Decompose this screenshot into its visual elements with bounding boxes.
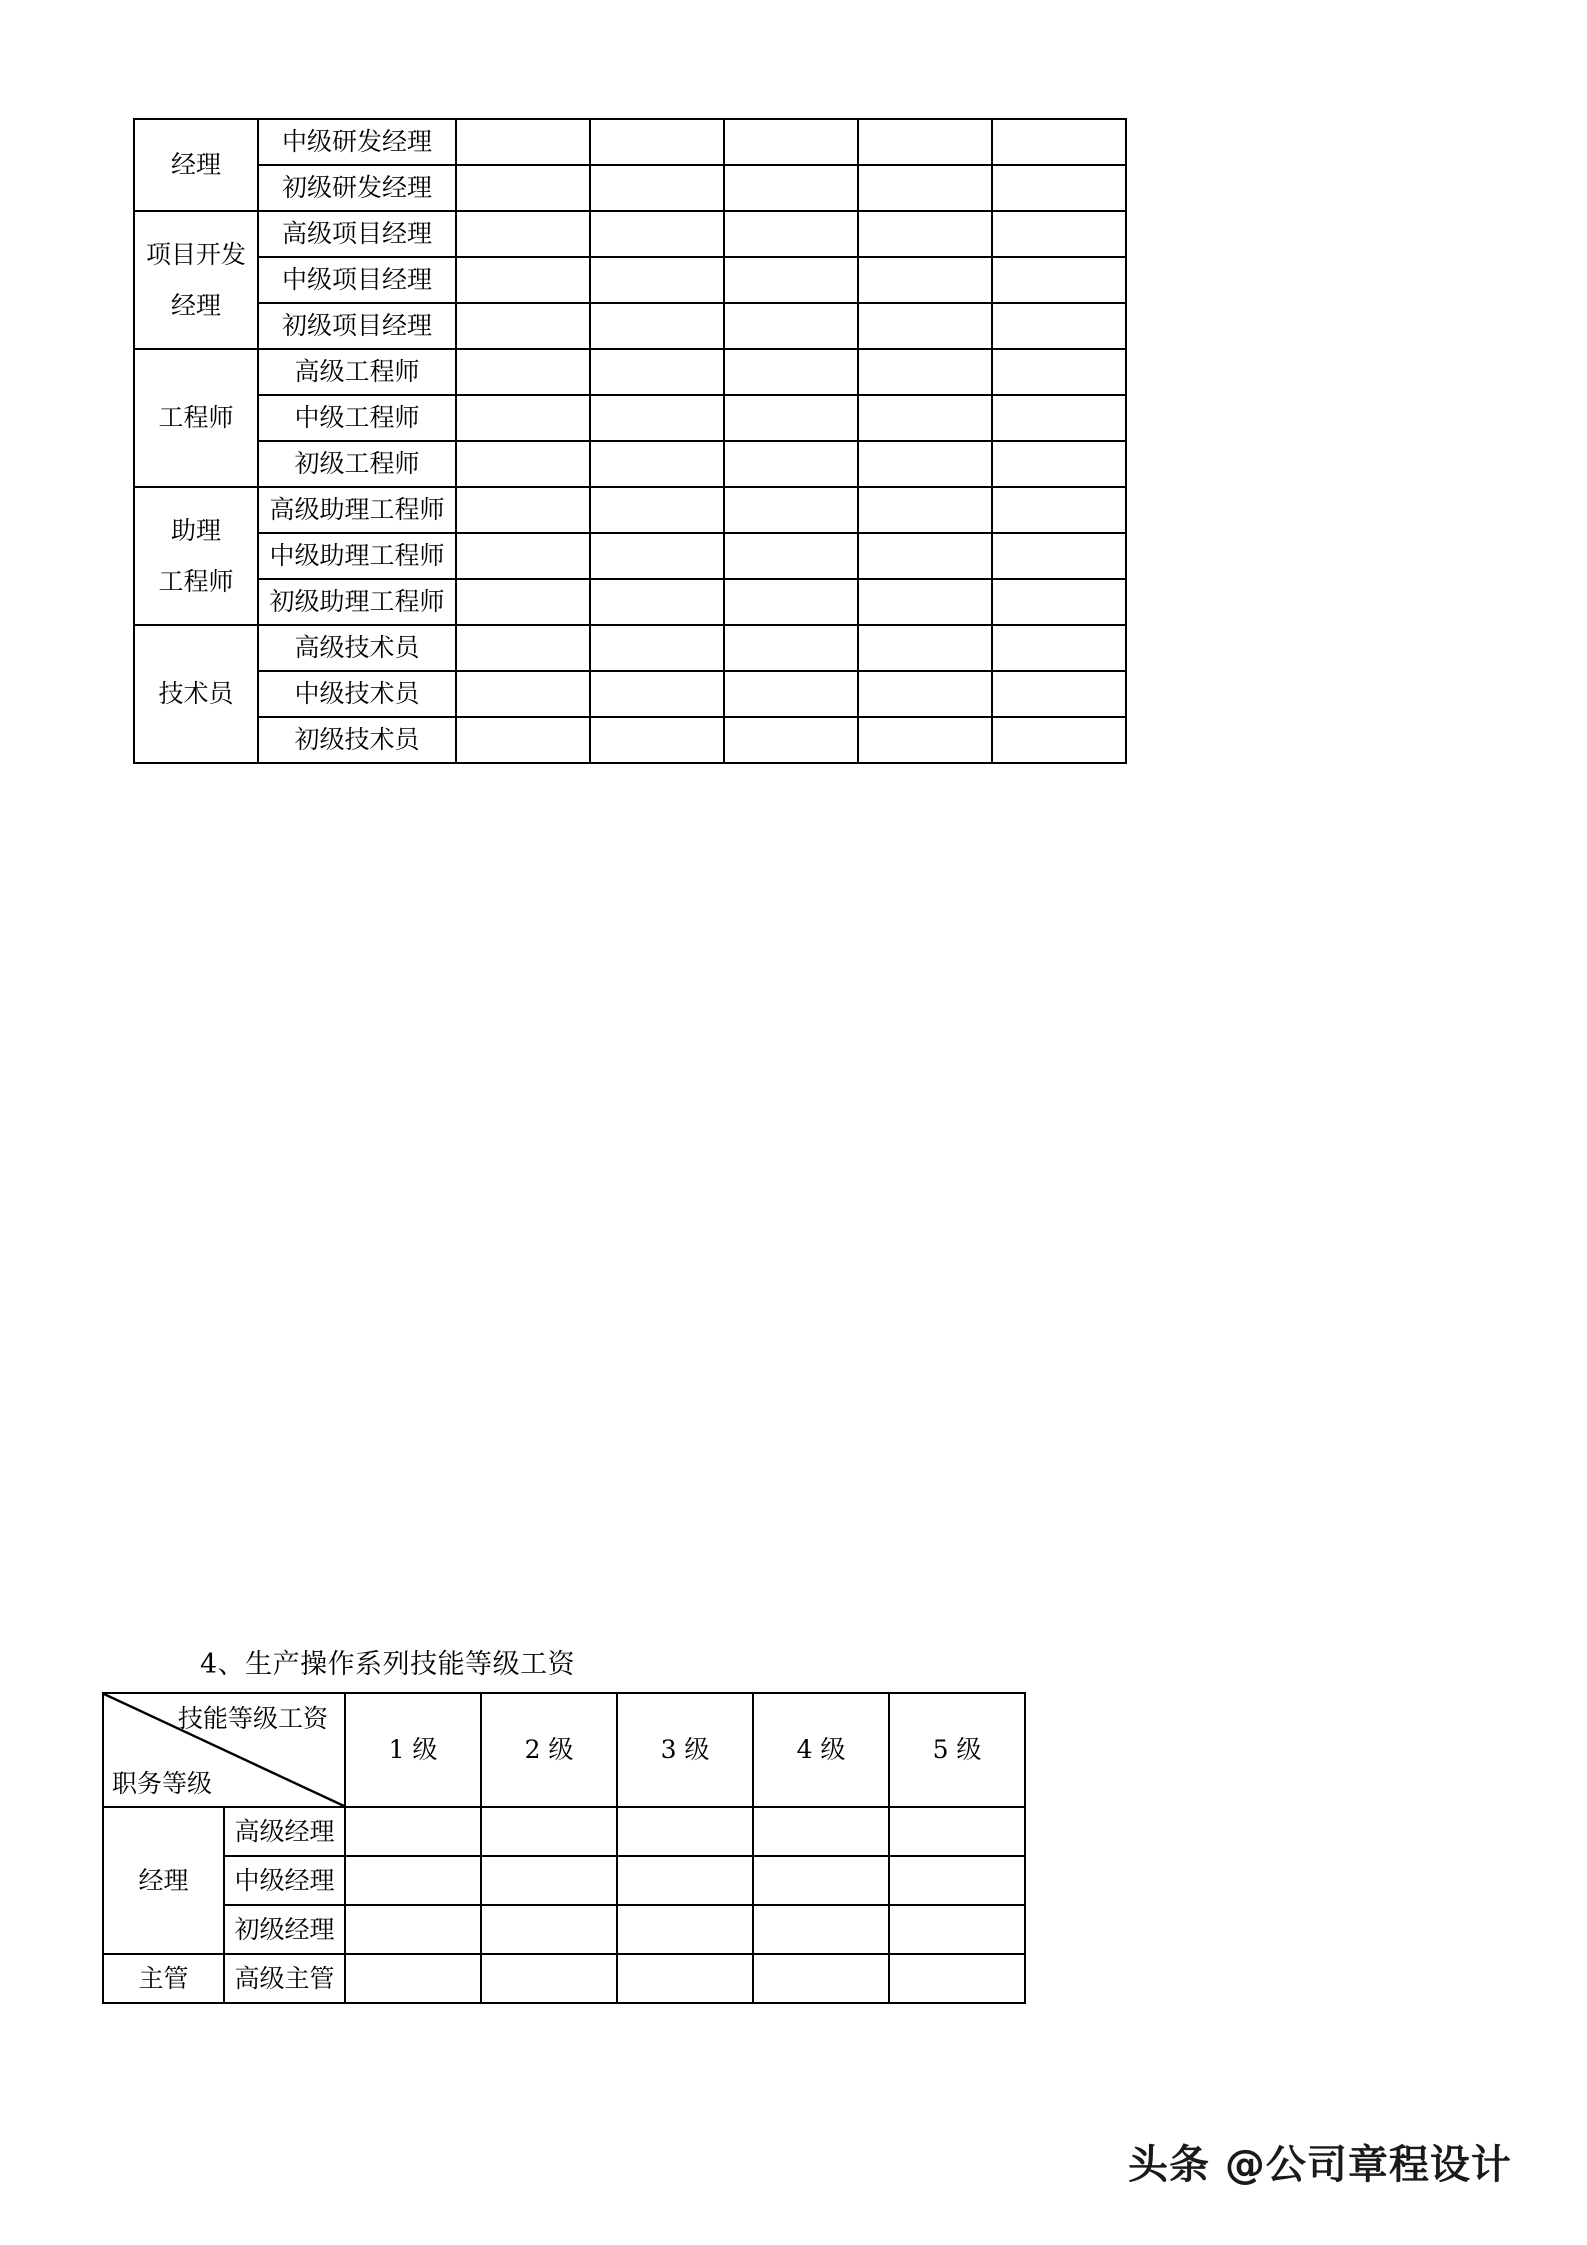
table-row — [103, 1954, 1025, 2003]
job-title-cell: 高级经理 — [224, 1807, 345, 1856]
pay-value-cell[interactable] — [456, 579, 590, 625]
pay-value-cell[interactable] — [724, 395, 858, 441]
job-title-cell: 初级研发经理 — [258, 165, 456, 211]
table-header-row — [103, 1693, 1025, 1807]
pay-value-cell[interactable] — [858, 533, 992, 579]
pay-value-cell[interactable] — [345, 1905, 481, 1954]
pay-value-cell[interactable] — [456, 441, 590, 487]
job-family-label: 助理 — [170, 515, 221, 545]
table-row — [103, 1856, 1025, 1905]
pay-value-cell[interactable] — [724, 671, 858, 717]
corner-row-label: 职务等级 — [112, 1768, 213, 1798]
table-row — [103, 1905, 1025, 1954]
job-title-cell: 高级技术员 — [258, 625, 456, 671]
pay-value-cell[interactable] — [858, 487, 992, 533]
pay-value-cell[interactable] — [858, 579, 992, 625]
production-skill-pay-table-body — [103, 1693, 1025, 2003]
table-row — [134, 119, 1126, 165]
pay-value-cell[interactable] — [889, 1905, 1025, 1954]
job-family-label: 经理 — [170, 291, 221, 320]
pay-value-cell[interactable] — [456, 533, 590, 579]
job-title-cell: 初级经理 — [224, 1905, 345, 1954]
job-title-cell: 初级项目经理 — [258, 303, 456, 349]
pay-value-cell[interactable] — [456, 165, 590, 211]
job-title-cell: 中级研发经理 — [258, 119, 456, 165]
job-title-cell: 中级工程师 — [258, 395, 456, 441]
table-row — [134, 533, 1126, 579]
job-family-label: 项目开发 — [145, 239, 246, 269]
job-family-cell — [134, 349, 258, 487]
job-family-cell — [134, 487, 258, 625]
pay-value-cell[interactable] — [617, 1954, 753, 2003]
corner-column-label: 技能等级工资 — [177, 1704, 328, 1733]
job-title-cell: 高级主管 — [224, 1954, 345, 2003]
pay-value-cell[interactable] — [456, 349, 590, 395]
table-row — [134, 579, 1126, 625]
pay-value-cell[interactable] — [889, 1856, 1025, 1905]
pay-value-cell[interactable] — [858, 119, 992, 165]
pay-value-cell[interactable] — [724, 119, 858, 165]
pay-value-cell[interactable] — [345, 1856, 481, 1905]
pay-value-cell[interactable] — [992, 579, 1126, 625]
pay-value-cell[interactable] — [724, 303, 858, 349]
pay-value-cell[interactable] — [992, 533, 1126, 579]
pay-value-cell[interactable] — [724, 487, 858, 533]
pay-value-cell[interactable] — [481, 1807, 617, 1856]
pay-value-cell[interactable] — [590, 395, 724, 441]
level-column-header: 1 级 — [345, 1693, 481, 1807]
pay-value-cell[interactable] — [481, 1954, 617, 2003]
job-title-cell: 中级项目经理 — [258, 257, 456, 303]
pay-value-cell[interactable] — [456, 119, 590, 165]
pay-value-cell[interactable] — [456, 717, 590, 763]
table-row — [134, 625, 1126, 671]
table-row — [134, 303, 1126, 349]
pay-value-cell[interactable] — [617, 1905, 753, 1954]
job-title-cell: 初级技术员 — [258, 717, 456, 763]
pay-value-cell[interactable] — [456, 625, 590, 671]
pay-value-cell[interactable] — [724, 533, 858, 579]
pay-value-cell[interactable] — [858, 717, 992, 763]
pay-value-cell[interactable] — [889, 1954, 1025, 2003]
pay-value-cell[interactable] — [590, 211, 724, 257]
pay-value-cell[interactable] — [753, 1905, 889, 1954]
job-title-cell: 中级助理工程师 — [258, 533, 456, 579]
pay-value-cell[interactable] — [724, 625, 858, 671]
pay-value-cell[interactable] — [724, 441, 858, 487]
pay-value-cell[interactable] — [858, 257, 992, 303]
job-title-cell: 初级助理工程师 — [258, 579, 456, 625]
pay-value-cell[interactable] — [456, 211, 590, 257]
pay-value-cell[interactable] — [992, 349, 1126, 395]
pay-value-cell[interactable] — [992, 717, 1126, 763]
table-row — [134, 211, 1126, 257]
job-family-cell — [134, 119, 258, 211]
section-heading-production-skill-pay: 4、生产操作系列技能等级工资 — [200, 1649, 576, 1680]
pay-value-cell[interactable] — [858, 211, 992, 257]
pay-value-cell[interactable] — [590, 487, 724, 533]
pay-value-cell[interactable] — [992, 303, 1126, 349]
production-skill-pay-table — [102, 1692, 1026, 2004]
pay-value-cell[interactable] — [590, 303, 724, 349]
job-family-label: 技术员 — [158, 679, 234, 709]
pay-value-cell[interactable] — [590, 671, 724, 717]
job-title-cell: 中级技术员 — [258, 671, 456, 717]
pay-value-cell[interactable] — [590, 625, 724, 671]
job-family-cell — [134, 625, 258, 763]
pay-value-cell[interactable] — [992, 119, 1126, 165]
table-row — [134, 257, 1126, 303]
level-column-header: 2 级 — [481, 1693, 617, 1807]
level-column-header: 5 级 — [889, 1693, 1025, 1807]
pay-value-cell[interactable] — [724, 717, 858, 763]
pay-value-cell[interactable] — [481, 1856, 617, 1905]
pay-value-cell[interactable] — [456, 257, 590, 303]
job-title-cell: 高级助理工程师 — [258, 487, 456, 533]
job-family-cell: 主管 — [103, 1954, 224, 2003]
job-family-cell: 经理 — [103, 1807, 224, 1954]
pay-value-cell[interactable] — [345, 1807, 481, 1856]
pay-value-cell[interactable] — [724, 211, 858, 257]
pay-value-cell[interactable] — [992, 211, 1126, 257]
pay-value-cell[interactable] — [456, 303, 590, 349]
table-row — [134, 395, 1126, 441]
pay-value-cell[interactable] — [590, 717, 724, 763]
pay-value-cell[interactable] — [481, 1905, 617, 1954]
pay-value-cell[interactable] — [590, 441, 724, 487]
pay-value-cell[interactable] — [858, 441, 992, 487]
pay-value-cell[interactable] — [992, 487, 1126, 533]
pay-value-cell[interactable] — [456, 395, 590, 441]
table-row — [134, 165, 1126, 211]
pay-value-cell[interactable] — [724, 257, 858, 303]
pay-value-cell[interactable] — [724, 165, 858, 211]
pay-value-cell[interactable] — [992, 395, 1126, 441]
level-column-header: 3 级 — [617, 1693, 753, 1807]
job-family-label: 经理 — [170, 150, 221, 180]
technical-series-table-body — [134, 119, 1126, 763]
pay-value-cell[interactable] — [992, 165, 1126, 211]
pay-value-cell[interactable] — [753, 1807, 889, 1856]
pay-value-cell[interactable] — [992, 257, 1126, 303]
pay-value-cell[interactable] — [590, 257, 724, 303]
pay-value-cell[interactable] — [858, 625, 992, 671]
pay-value-cell[interactable] — [456, 487, 590, 533]
job-family-label: 工程师 — [158, 567, 234, 596]
pay-value-cell[interactable] — [992, 671, 1126, 717]
job-title-cell: 初级工程师 — [258, 441, 456, 487]
level-column-header: 4 级 — [753, 1693, 889, 1807]
pay-value-cell[interactable] — [345, 1954, 481, 2003]
table-row — [134, 441, 1126, 487]
table-row — [134, 671, 1126, 717]
job-title-cell: 中级经理 — [224, 1856, 345, 1905]
pay-value-cell[interactable] — [456, 671, 590, 717]
pay-value-cell[interactable] — [590, 579, 724, 625]
pay-value-cell[interactable] — [858, 395, 992, 441]
table-row — [134, 717, 1126, 763]
pay-value-cell[interactable] — [590, 349, 724, 395]
pay-value-cell[interactable] — [590, 533, 724, 579]
pay-value-cell[interactable] — [590, 119, 724, 165]
pay-value-cell[interactable] — [889, 1807, 1025, 1856]
pay-value-cell[interactable] — [590, 165, 724, 211]
table-row — [103, 1807, 1025, 1856]
pay-value-cell[interactable] — [858, 349, 992, 395]
watermark-label: 头条 @公司章程设计 — [1128, 2142, 1512, 2188]
pay-value-cell[interactable] — [617, 1856, 753, 1905]
pay-value-cell[interactable] — [724, 349, 858, 395]
pay-value-cell[interactable] — [753, 1954, 889, 2003]
pay-value-cell[interactable] — [992, 441, 1126, 487]
table-row — [134, 487, 1126, 533]
technical-series-table — [133, 118, 1127, 764]
diagonal-header-cell — [103, 1693, 345, 1807]
pay-value-cell[interactable] — [753, 1856, 889, 1905]
pay-value-cell[interactable] — [858, 671, 992, 717]
job-family-label: 工程师 — [158, 403, 234, 433]
pay-value-cell[interactable] — [992, 625, 1126, 671]
job-title-cell: 高级项目经理 — [258, 211, 456, 257]
pay-value-cell[interactable] — [858, 303, 992, 349]
pay-value-cell[interactable] — [724, 579, 858, 625]
pay-value-cell[interactable] — [617, 1807, 753, 1856]
job-family-cell — [134, 211, 258, 349]
job-title-cell: 高级工程师 — [258, 349, 456, 395]
table-row — [134, 349, 1126, 395]
pay-value-cell[interactable] — [858, 165, 992, 211]
